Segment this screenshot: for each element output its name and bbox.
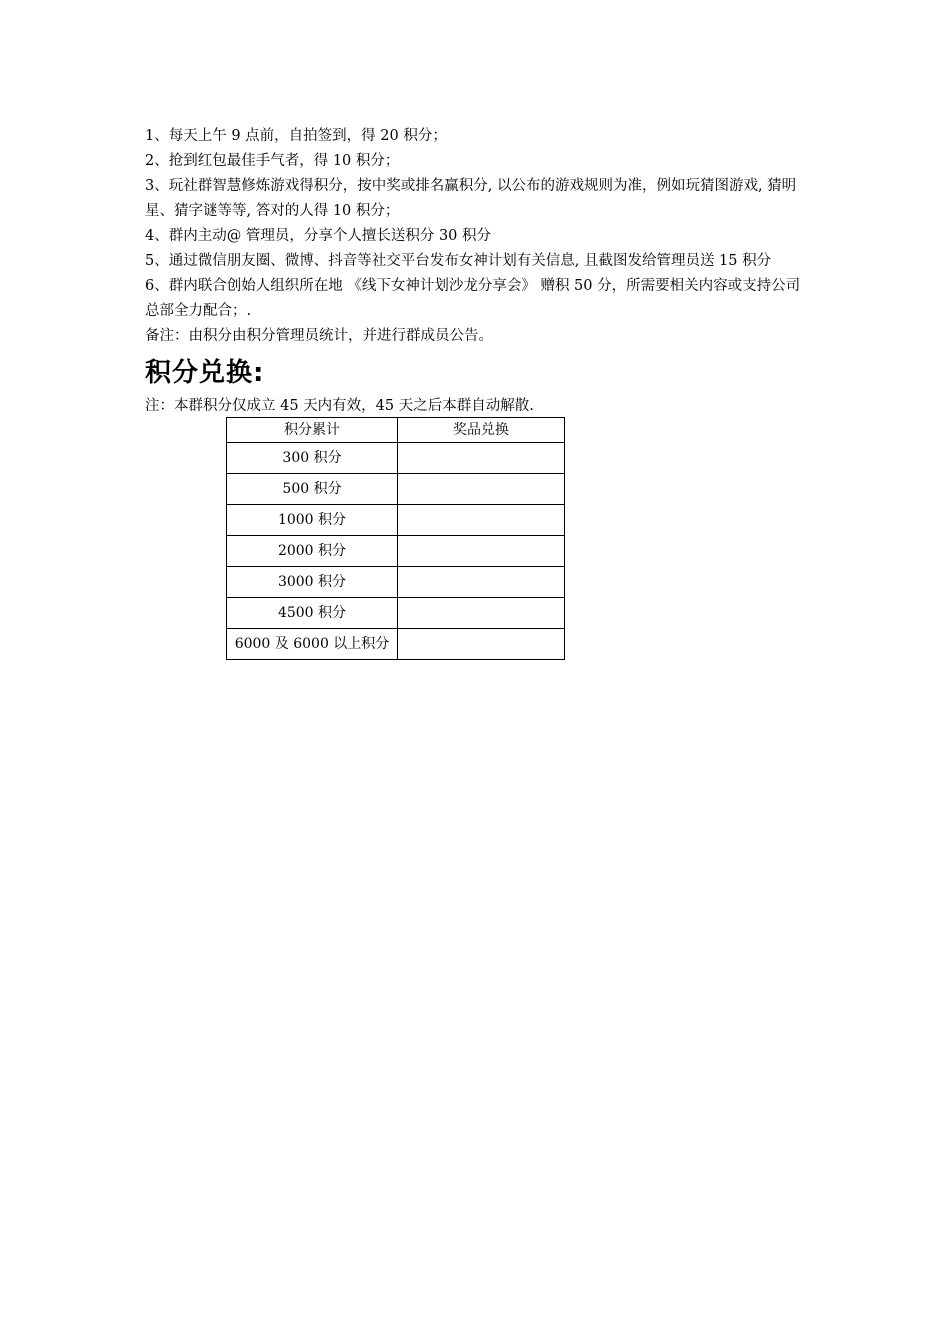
validity-note: 注：本群积分仅成立 45 天内有效，45 天之后本群自动解散.: [145, 398, 534, 414]
prize-cell: [398, 474, 565, 505]
rule-item-3: 3、玩社群智慧修炼游戏得积分，按中奖或排名赢积分, 以公布的游戏规则为准，例如玩猜图游戏, 猜明星、猜字谜等等, 答对的人得 10 积分；: [145, 178, 797, 219]
table-header-row: [227, 418, 565, 443]
prize-cell: [398, 536, 565, 567]
prize-cell: [398, 629, 565, 660]
table-row: [227, 505, 565, 536]
rule-item-4: 4、群内主动@ 管理员，分享个人擅长送积分 30 积分: [145, 228, 492, 244]
remark-line: 备注：由积分由积分管理员统计，并进行群成员公告。: [145, 328, 493, 344]
document-page: [145, 124, 810, 660]
section-heading: 积分兑换:: [145, 358, 265, 388]
points-exchange-table: [226, 417, 565, 660]
table-row: [227, 474, 565, 505]
points-cell: 3000 积分: [227, 567, 398, 598]
points-cell: 300 积分: [227, 443, 398, 474]
points-cell: 1000 积分: [227, 505, 398, 536]
rule-item-6: 6、群内联合创始人组织所在地 《线下女神计划沙龙分享会》 赠积 50 分，所需要相关内容或支持公司总部全力配合；.: [145, 278, 801, 319]
prize-cell: [398, 443, 565, 474]
points-cell: 2000 积分: [227, 536, 398, 567]
rule-item-2: 2、抢到红包最佳手气者，得 10 积分；: [145, 153, 400, 169]
table-row: [227, 629, 565, 660]
points-cell: 500 积分: [227, 474, 398, 505]
points-cell: 6000 及 6000 以上积分: [227, 629, 398, 660]
prize-cell: [398, 598, 565, 629]
table-row: [227, 536, 565, 567]
points-cell: 4500 积分: [227, 598, 398, 629]
table-row: [227, 598, 565, 629]
header-prize-exchange: 奖品兑换: [398, 418, 565, 443]
rules-list: [145, 124, 810, 349]
prize-cell: [398, 567, 565, 598]
prize-cell: [398, 505, 565, 536]
table-row: [227, 567, 565, 598]
table-row: [227, 443, 565, 474]
rule-item-1: 1、每天上午 9 点前，自拍签到，得 20 积分；: [145, 128, 447, 144]
rule-item-5: 5、通过微信朋友圈、微博、抖音等社交平台发布女神计划有关信息, 且截图发给管理员送 15 积分: [145, 253, 772, 269]
header-points-total: 积分累计: [227, 418, 398, 443]
